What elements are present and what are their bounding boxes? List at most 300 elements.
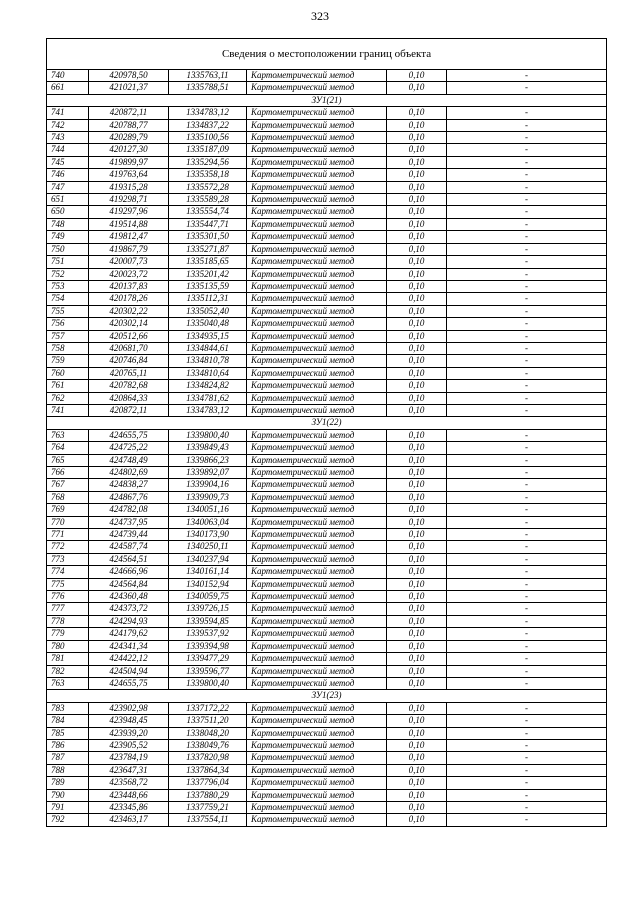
table-row <box>47 727 607 739</box>
section-label: ЗУ1(23) <box>47 690 607 702</box>
y-coordinate-cell: 1334935,15 <box>169 330 247 342</box>
table-title-row <box>47 39 607 70</box>
table-row <box>47 814 607 826</box>
accuracy-cell: 0,10 <box>387 392 447 404</box>
x-coordinate-cell: 424655,75 <box>89 677 169 689</box>
y-coordinate-cell: 1340059,75 <box>169 591 247 603</box>
accuracy-cell: 0,10 <box>387 305 447 317</box>
point-number-cell: 742 <box>47 119 89 131</box>
x-coordinate-cell: 423463,17 <box>89 814 169 826</box>
y-coordinate-cell: 1337511,20 <box>169 715 247 727</box>
method-cell: Картометрический метод <box>247 640 387 652</box>
y-coordinate-cell: 1340051,16 <box>169 504 247 516</box>
table-row <box>47 342 607 354</box>
description-cell: - <box>447 144 607 156</box>
accuracy-cell: 0,10 <box>387 491 447 503</box>
y-coordinate-cell: 1339394,98 <box>169 640 247 652</box>
x-coordinate-cell: 419812,47 <box>89 231 169 243</box>
description-cell: - <box>447 132 607 144</box>
y-coordinate-cell: 1335271,87 <box>169 243 247 255</box>
x-coordinate-cell: 420178,26 <box>89 293 169 305</box>
description-cell: - <box>447 578 607 590</box>
x-coordinate-cell: 424802,69 <box>89 467 169 479</box>
point-number-cell: 766 <box>47 467 89 479</box>
description-cell: - <box>447 82 607 94</box>
table-row <box>47 516 607 528</box>
point-number-cell: 781 <box>47 653 89 665</box>
accuracy-cell: 0,10 <box>387 355 447 367</box>
point-number-cell: 780 <box>47 640 89 652</box>
x-coordinate-cell: 419867,79 <box>89 243 169 255</box>
x-coordinate-cell: 423902,98 <box>89 702 169 714</box>
method-cell: Картометрический метод <box>247 752 387 764</box>
page-number: 323 <box>311 9 329 23</box>
accuracy-cell: 0,10 <box>387 132 447 144</box>
accuracy-cell: 0,10 <box>387 454 447 466</box>
y-coordinate-cell: 1335788,51 <box>169 82 247 94</box>
point-number-cell: 791 <box>47 801 89 813</box>
method-cell: Картометрический метод <box>247 516 387 528</box>
x-coordinate-cell: 423568,72 <box>89 777 169 789</box>
x-coordinate-cell: 420137,83 <box>89 280 169 292</box>
point-number-cell: 740 <box>47 70 89 82</box>
point-number-cell: 756 <box>47 318 89 330</box>
description-cell: - <box>447 591 607 603</box>
description-cell: - <box>447 504 607 516</box>
description-cell: - <box>447 156 607 168</box>
x-coordinate-cell: 419315,28 <box>89 181 169 193</box>
y-coordinate-cell: 1334824,82 <box>169 380 247 392</box>
point-number-cell: 789 <box>47 777 89 789</box>
description-cell: - <box>447 615 607 627</box>
description-cell: - <box>447 454 607 466</box>
description-cell: - <box>447 70 607 82</box>
table-row <box>47 392 607 404</box>
x-coordinate-cell: 424587,74 <box>89 541 169 553</box>
accuracy-cell: 0,10 <box>387 119 447 131</box>
accuracy-cell: 0,10 <box>387 764 447 776</box>
accuracy-cell: 0,10 <box>387 467 447 479</box>
x-coordinate-cell: 423948,45 <box>89 715 169 727</box>
x-coordinate-cell: 420872,11 <box>89 404 169 416</box>
section-row <box>47 417 607 429</box>
method-cell: Картометрический метод <box>247 467 387 479</box>
method-cell: Картометрический метод <box>247 529 387 541</box>
table-row <box>47 442 607 454</box>
y-coordinate-cell: 1334810,64 <box>169 367 247 379</box>
accuracy-cell: 0,10 <box>387 591 447 603</box>
y-coordinate-cell: 1339726,15 <box>169 603 247 615</box>
method-cell: Картометрический метод <box>247 107 387 119</box>
point-number-cell: 745 <box>47 156 89 168</box>
table-row <box>47 752 607 764</box>
point-number-cell: 786 <box>47 739 89 751</box>
description-cell: - <box>447 467 607 479</box>
point-number-cell: 792 <box>47 814 89 826</box>
description-cell: - <box>447 119 607 131</box>
accuracy-cell: 0,10 <box>387 280 447 292</box>
table-row <box>47 194 607 206</box>
method-cell: Картометрический метод <box>247 491 387 503</box>
y-coordinate-cell: 1334837,22 <box>169 119 247 131</box>
point-number-cell: 777 <box>47 603 89 615</box>
point-number-cell: 749 <box>47 231 89 243</box>
y-coordinate-cell: 1334844,61 <box>169 342 247 354</box>
method-cell: Картометрический метод <box>247 206 387 218</box>
x-coordinate-cell: 424739,44 <box>89 529 169 541</box>
y-coordinate-cell: 1339849,43 <box>169 442 247 454</box>
description-cell: - <box>447 442 607 454</box>
x-coordinate-cell: 423647,31 <box>89 764 169 776</box>
table-row <box>47 739 607 751</box>
table-row <box>47 218 607 230</box>
table-row <box>47 715 607 727</box>
point-number-cell: 782 <box>47 665 89 677</box>
accuracy-cell: 0,10 <box>387 801 447 813</box>
description-cell: - <box>447 330 607 342</box>
x-coordinate-cell: 420788,77 <box>89 119 169 131</box>
point-number-cell: 759 <box>47 355 89 367</box>
table-row <box>47 454 607 466</box>
accuracy-cell: 0,10 <box>387 70 447 82</box>
method-cell: Картометрический метод <box>247 218 387 230</box>
point-number-cell: 767 <box>47 479 89 491</box>
point-number-cell: 650 <box>47 206 89 218</box>
table-row <box>47 70 607 82</box>
y-coordinate-cell: 1337796,04 <box>169 777 247 789</box>
y-coordinate-cell: 1339537,92 <box>169 628 247 640</box>
table-row <box>47 206 607 218</box>
accuracy-cell: 0,10 <box>387 789 447 801</box>
accuracy-cell: 0,10 <box>387 715 447 727</box>
method-cell: Картометрический метод <box>247 119 387 131</box>
method-cell: Картометрический метод <box>247 144 387 156</box>
y-coordinate-cell: 1335100,56 <box>169 132 247 144</box>
x-coordinate-cell: 424564,84 <box>89 578 169 590</box>
accuracy-cell: 0,10 <box>387 107 447 119</box>
table-row <box>47 702 607 714</box>
table-row <box>47 268 607 280</box>
method-cell: Картометрический метод <box>247 454 387 466</box>
description-cell: - <box>447 727 607 739</box>
x-coordinate-cell: 424341,34 <box>89 640 169 652</box>
description-cell: - <box>447 677 607 689</box>
description-cell: - <box>447 181 607 193</box>
accuracy-cell: 0,10 <box>387 206 447 218</box>
y-coordinate-cell: 1335187,09 <box>169 144 247 156</box>
method-cell: Картометрический метод <box>247 132 387 144</box>
table-row <box>47 491 607 503</box>
x-coordinate-cell: 420681,70 <box>89 342 169 354</box>
description-cell: - <box>447 653 607 665</box>
x-coordinate-cell: 424838,27 <box>89 479 169 491</box>
table-row <box>47 764 607 776</box>
section-row <box>47 690 607 702</box>
table-row <box>47 615 607 627</box>
description-cell: - <box>447 380 607 392</box>
description-cell: - <box>447 318 607 330</box>
y-coordinate-cell: 1339596,77 <box>169 665 247 677</box>
x-coordinate-cell: 424422,12 <box>89 653 169 665</box>
accuracy-cell: 0,10 <box>387 578 447 590</box>
x-coordinate-cell: 420978,50 <box>89 70 169 82</box>
x-coordinate-cell: 424373,72 <box>89 603 169 615</box>
point-number-cell: 758 <box>47 342 89 354</box>
y-coordinate-cell: 1334783,12 <box>169 404 247 416</box>
accuracy-cell: 0,10 <box>387 727 447 739</box>
y-coordinate-cell: 1337864,34 <box>169 764 247 776</box>
y-coordinate-cell: 1335447,71 <box>169 218 247 230</box>
table-row <box>47 677 607 689</box>
point-number-cell: 790 <box>47 789 89 801</box>
description-cell: - <box>447 777 607 789</box>
x-coordinate-cell: 419298,71 <box>89 194 169 206</box>
table-row <box>47 789 607 801</box>
method-cell: Картометрический метод <box>247 504 387 516</box>
accuracy-cell: 0,10 <box>387 516 447 528</box>
method-cell: Картометрический метод <box>247 727 387 739</box>
method-cell: Картометрический метод <box>247 392 387 404</box>
table-row <box>47 132 607 144</box>
accuracy-cell: 0,10 <box>387 293 447 305</box>
table-row <box>47 566 607 578</box>
y-coordinate-cell: 1335135,59 <box>169 280 247 292</box>
y-coordinate-cell: 1337759,21 <box>169 801 247 813</box>
description-cell: - <box>447 640 607 652</box>
table-row <box>47 591 607 603</box>
description-cell: - <box>447 665 607 677</box>
accuracy-cell: 0,10 <box>387 243 447 255</box>
y-coordinate-cell: 1340237,94 <box>169 553 247 565</box>
table-row <box>47 467 607 479</box>
y-coordinate-cell: 1340173,90 <box>169 529 247 541</box>
description-cell: - <box>447 801 607 813</box>
table-row <box>47 144 607 156</box>
table-row <box>47 293 607 305</box>
method-cell: Картометрический метод <box>247 70 387 82</box>
x-coordinate-cell: 424867,76 <box>89 491 169 503</box>
description-cell: - <box>447 702 607 714</box>
point-number-cell: 744 <box>47 144 89 156</box>
x-coordinate-cell: 424666,96 <box>89 566 169 578</box>
table-row <box>47 777 607 789</box>
point-number-cell: 788 <box>47 764 89 776</box>
description-cell: - <box>447 491 607 503</box>
y-coordinate-cell: 1334783,12 <box>169 107 247 119</box>
description-cell: - <box>447 603 607 615</box>
accuracy-cell: 0,10 <box>387 194 447 206</box>
accuracy-cell: 0,10 <box>387 82 447 94</box>
accuracy-cell: 0,10 <box>387 256 447 268</box>
point-number-cell: 754 <box>47 293 89 305</box>
method-cell: Картометрический метод <box>247 628 387 640</box>
x-coordinate-cell: 424179,62 <box>89 628 169 640</box>
description-cell: - <box>447 739 607 751</box>
x-coordinate-cell: 420765,11 <box>89 367 169 379</box>
point-number-cell: 753 <box>47 280 89 292</box>
table-row <box>47 479 607 491</box>
table-row <box>47 578 607 590</box>
table-row <box>47 305 607 317</box>
y-coordinate-cell: 1339800,40 <box>169 677 247 689</box>
accuracy-cell: 0,10 <box>387 429 447 441</box>
point-number-cell: 743 <box>47 132 89 144</box>
method-cell: Картометрический метод <box>247 318 387 330</box>
accuracy-cell: 0,10 <box>387 653 447 665</box>
accuracy-cell: 0,10 <box>387 380 447 392</box>
y-coordinate-cell: 1340250,11 <box>169 541 247 553</box>
table-title: Сведения о местоположении границ объекта <box>47 39 607 70</box>
accuracy-cell: 0,10 <box>387 529 447 541</box>
method-cell: Картометрический метод <box>247 814 387 826</box>
method-cell: Картометрический метод <box>247 789 387 801</box>
table-row <box>47 553 607 565</box>
method-cell: Картометрический метод <box>247 330 387 342</box>
point-number-cell: 762 <box>47 392 89 404</box>
point-number-cell: 760 <box>47 367 89 379</box>
table-row <box>47 181 607 193</box>
y-coordinate-cell: 1335554,74 <box>169 206 247 218</box>
method-cell: Картометрический метод <box>247 764 387 776</box>
point-number-cell: 779 <box>47 628 89 640</box>
table-row <box>47 280 607 292</box>
y-coordinate-cell: 1339866,23 <box>169 454 247 466</box>
y-coordinate-cell: 1335112,31 <box>169 293 247 305</box>
method-cell: Картометрический метод <box>247 801 387 813</box>
method-cell: Картометрический метод <box>247 566 387 578</box>
point-number-cell: 770 <box>47 516 89 528</box>
table-row <box>47 231 607 243</box>
y-coordinate-cell: 1335763,11 <box>169 70 247 82</box>
accuracy-cell: 0,10 <box>387 268 447 280</box>
y-coordinate-cell: 1335358,18 <box>169 169 247 181</box>
table-row <box>47 429 607 441</box>
point-number-cell: 772 <box>47 541 89 553</box>
method-cell: Картометрический метод <box>247 777 387 789</box>
method-cell: Картометрический метод <box>247 665 387 677</box>
method-cell: Картометрический метод <box>247 181 387 193</box>
y-coordinate-cell: 1339594,85 <box>169 615 247 627</box>
x-coordinate-cell: 420782,68 <box>89 380 169 392</box>
table-row <box>47 330 607 342</box>
table-row <box>47 256 607 268</box>
x-coordinate-cell: 423448,66 <box>89 789 169 801</box>
table-row <box>47 156 607 168</box>
x-coordinate-cell: 421021,37 <box>89 82 169 94</box>
point-number-cell: 746 <box>47 169 89 181</box>
method-cell: Картометрический метод <box>247 231 387 243</box>
y-coordinate-cell: 1335052,40 <box>169 305 247 317</box>
accuracy-cell: 0,10 <box>387 752 447 764</box>
method-cell: Картометрический метод <box>247 615 387 627</box>
method-cell: Картометрический метод <box>247 429 387 441</box>
method-cell: Картометрический метод <box>247 243 387 255</box>
point-number-cell: 661 <box>47 82 89 94</box>
table-row <box>47 603 607 615</box>
y-coordinate-cell: 1334781,62 <box>169 392 247 404</box>
description-cell: - <box>447 392 607 404</box>
table-row <box>47 628 607 640</box>
accuracy-cell: 0,10 <box>387 702 447 714</box>
accuracy-cell: 0,10 <box>387 777 447 789</box>
description-cell: - <box>447 367 607 379</box>
method-cell: Картометрический метод <box>247 82 387 94</box>
accuracy-cell: 0,10 <box>387 541 447 553</box>
y-coordinate-cell: 1338048,20 <box>169 727 247 739</box>
x-coordinate-cell: 419763,64 <box>89 169 169 181</box>
description-cell: - <box>447 268 607 280</box>
table-row <box>47 640 607 652</box>
x-coordinate-cell: 419899,97 <box>89 156 169 168</box>
table-row <box>47 169 607 181</box>
point-number-cell: 761 <box>47 380 89 392</box>
point-number-cell: 784 <box>47 715 89 727</box>
x-coordinate-cell: 424782,08 <box>89 504 169 516</box>
y-coordinate-cell: 1340152,94 <box>169 578 247 590</box>
point-number-cell: 787 <box>47 752 89 764</box>
y-coordinate-cell: 1339477,29 <box>169 653 247 665</box>
y-coordinate-cell: 1339800,40 <box>169 429 247 441</box>
accuracy-cell: 0,10 <box>387 367 447 379</box>
y-coordinate-cell: 1335201,42 <box>169 268 247 280</box>
table-row <box>47 504 607 516</box>
accuracy-cell: 0,10 <box>387 814 447 826</box>
method-cell: Картометрический метод <box>247 268 387 280</box>
method-cell: Картометрический метод <box>247 739 387 751</box>
point-number-cell: 752 <box>47 268 89 280</box>
description-cell: - <box>447 715 607 727</box>
point-number-cell: 778 <box>47 615 89 627</box>
point-number-cell: 763 <box>47 677 89 689</box>
x-coordinate-cell: 420302,22 <box>89 305 169 317</box>
method-cell: Картометрический метод <box>247 169 387 181</box>
section-label: ЗУ1(22) <box>47 417 607 429</box>
x-coordinate-cell: 420746,84 <box>89 355 169 367</box>
x-coordinate-cell: 424360,48 <box>89 591 169 603</box>
table-row <box>47 665 607 677</box>
table-row <box>47 541 607 553</box>
accuracy-cell: 0,10 <box>387 231 447 243</box>
method-cell: Картометрический метод <box>247 653 387 665</box>
method-cell: Картометрический метод <box>247 280 387 292</box>
x-coordinate-cell: 420872,11 <box>89 107 169 119</box>
point-number-cell: 765 <box>47 454 89 466</box>
description-cell: - <box>447 169 607 181</box>
description-cell: - <box>447 628 607 640</box>
accuracy-cell: 0,10 <box>387 553 447 565</box>
y-coordinate-cell: 1337820,98 <box>169 752 247 764</box>
point-number-cell: 651 <box>47 194 89 206</box>
x-coordinate-cell: 423939,20 <box>89 727 169 739</box>
x-coordinate-cell: 420289,79 <box>89 132 169 144</box>
method-cell: Картометрический метод <box>247 541 387 553</box>
method-cell: Картометрический метод <box>247 367 387 379</box>
point-number-cell: 757 <box>47 330 89 342</box>
point-number-cell: 764 <box>47 442 89 454</box>
method-cell: Картометрический метод <box>247 194 387 206</box>
method-cell: Картометрический метод <box>247 479 387 491</box>
point-number-cell: 776 <box>47 591 89 603</box>
table-row <box>47 653 607 665</box>
table-row <box>47 355 607 367</box>
point-number-cell: 769 <box>47 504 89 516</box>
accuracy-cell: 0,10 <box>387 628 447 640</box>
x-coordinate-cell: 419514,88 <box>89 218 169 230</box>
description-cell: - <box>447 541 607 553</box>
x-coordinate-cell: 420302,14 <box>89 318 169 330</box>
accuracy-cell: 0,10 <box>387 665 447 677</box>
x-coordinate-cell: 424504,94 <box>89 665 169 677</box>
